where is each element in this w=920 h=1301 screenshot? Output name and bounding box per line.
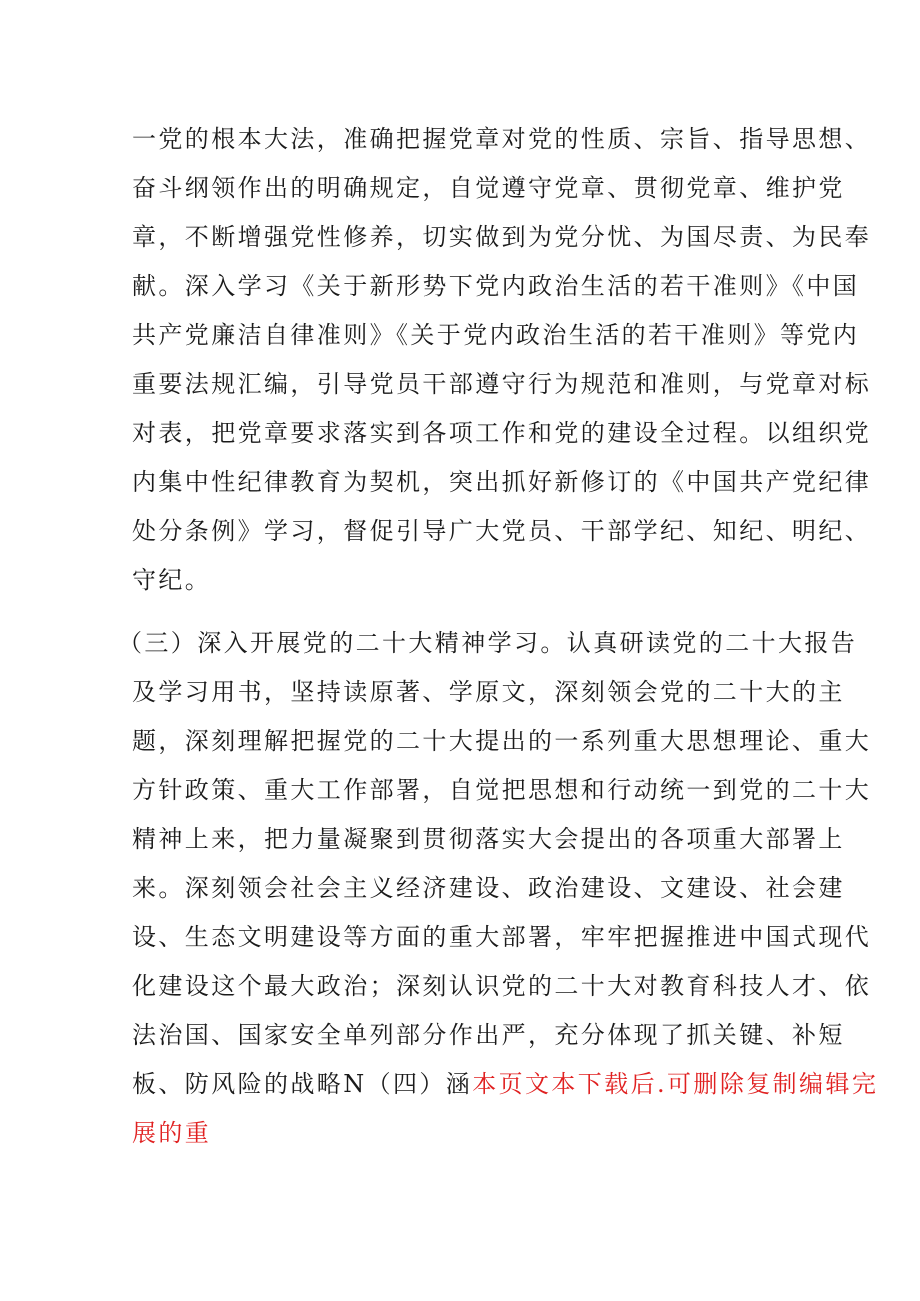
paragraph-line: 法治国、国家安全单列部分作出严，充分体现了抓关键、补短 [132, 1021, 845, 1049]
download-notice-continuation: 展的重 [132, 1119, 212, 1147]
paragraph-line-mixed [132, 1067, 878, 1101]
section-heading-line: （三）深入开展党的二十大精神学习。认真研读党的二十大报告 [118, 629, 858, 657]
paragraph-line: 重要法规汇编，引导党员干部遵守行为规范和准则，与党章对标 [132, 370, 872, 398]
paragraph-line: 及学习用书，坚持读原著、学原文，深刻领会党的二十大的主 [132, 678, 845, 706]
paragraph-line: 守纪。 [132, 566, 212, 594]
paragraph-line: 化建设这个最大政治；深刻认识党的二十大对教育科技人才、依 [132, 972, 872, 1000]
paragraph-line: 奋斗纲领作出的明确规定，自觉遵守党章、贯彻党章、维护党 [132, 174, 845, 202]
paragraph-line: 方针政策、重大工作部署，自觉把思想和行动统一到党的二十大 [132, 776, 872, 804]
paragraph-line: 对表，把党章要求落实到各项工作和党的建设全过程。以组织党 [132, 419, 872, 447]
paragraph-line: 来。深刻领会社会主义经济建设、政治建设、文建设、社会建 [132, 874, 845, 902]
paragraph-line: 题，深刻理解把握党的二十大提出的一系列重大思想理论、重大 [132, 727, 872, 755]
paragraph-line: 内集中性纪律教育为契机，突出抓好新修订的《中国共产党纪律 [132, 468, 872, 496]
paragraph-line: 献。深入学习《关于新形势下党内政治生活的若干准则》《中国 [132, 272, 860, 300]
paragraph-line: 共产党廉洁自律准则》《关于党内政治生活的若干准则》等党内 [132, 321, 860, 349]
download-notice-text: 本页文本下载后.可删除复制编辑完 [472, 1070, 879, 1098]
paragraph-line: 处分条例》学习，督促引导广大党员、干部学纪、知纪、明纪、 [132, 517, 872, 545]
paragraph-line: 章，不断增强党性修养，切实做到为党分忧、为国尽责、为民奉 [132, 223, 872, 251]
paragraph-text: 板、防风险的战略N（四）涵 [132, 1070, 473, 1098]
paragraph-line: 设、生态文明建设等方面的重大部署，牢牢把握推进中国式现代 [132, 923, 872, 951]
paragraph-line: 精神上来，把力量凝聚到贯彻落实大会提出的各项重大部署上 [132, 825, 845, 853]
paragraph-line: 一党的根本大法，准确把握党章对党的性质、宗旨、指导思想、 [132, 125, 872, 153]
